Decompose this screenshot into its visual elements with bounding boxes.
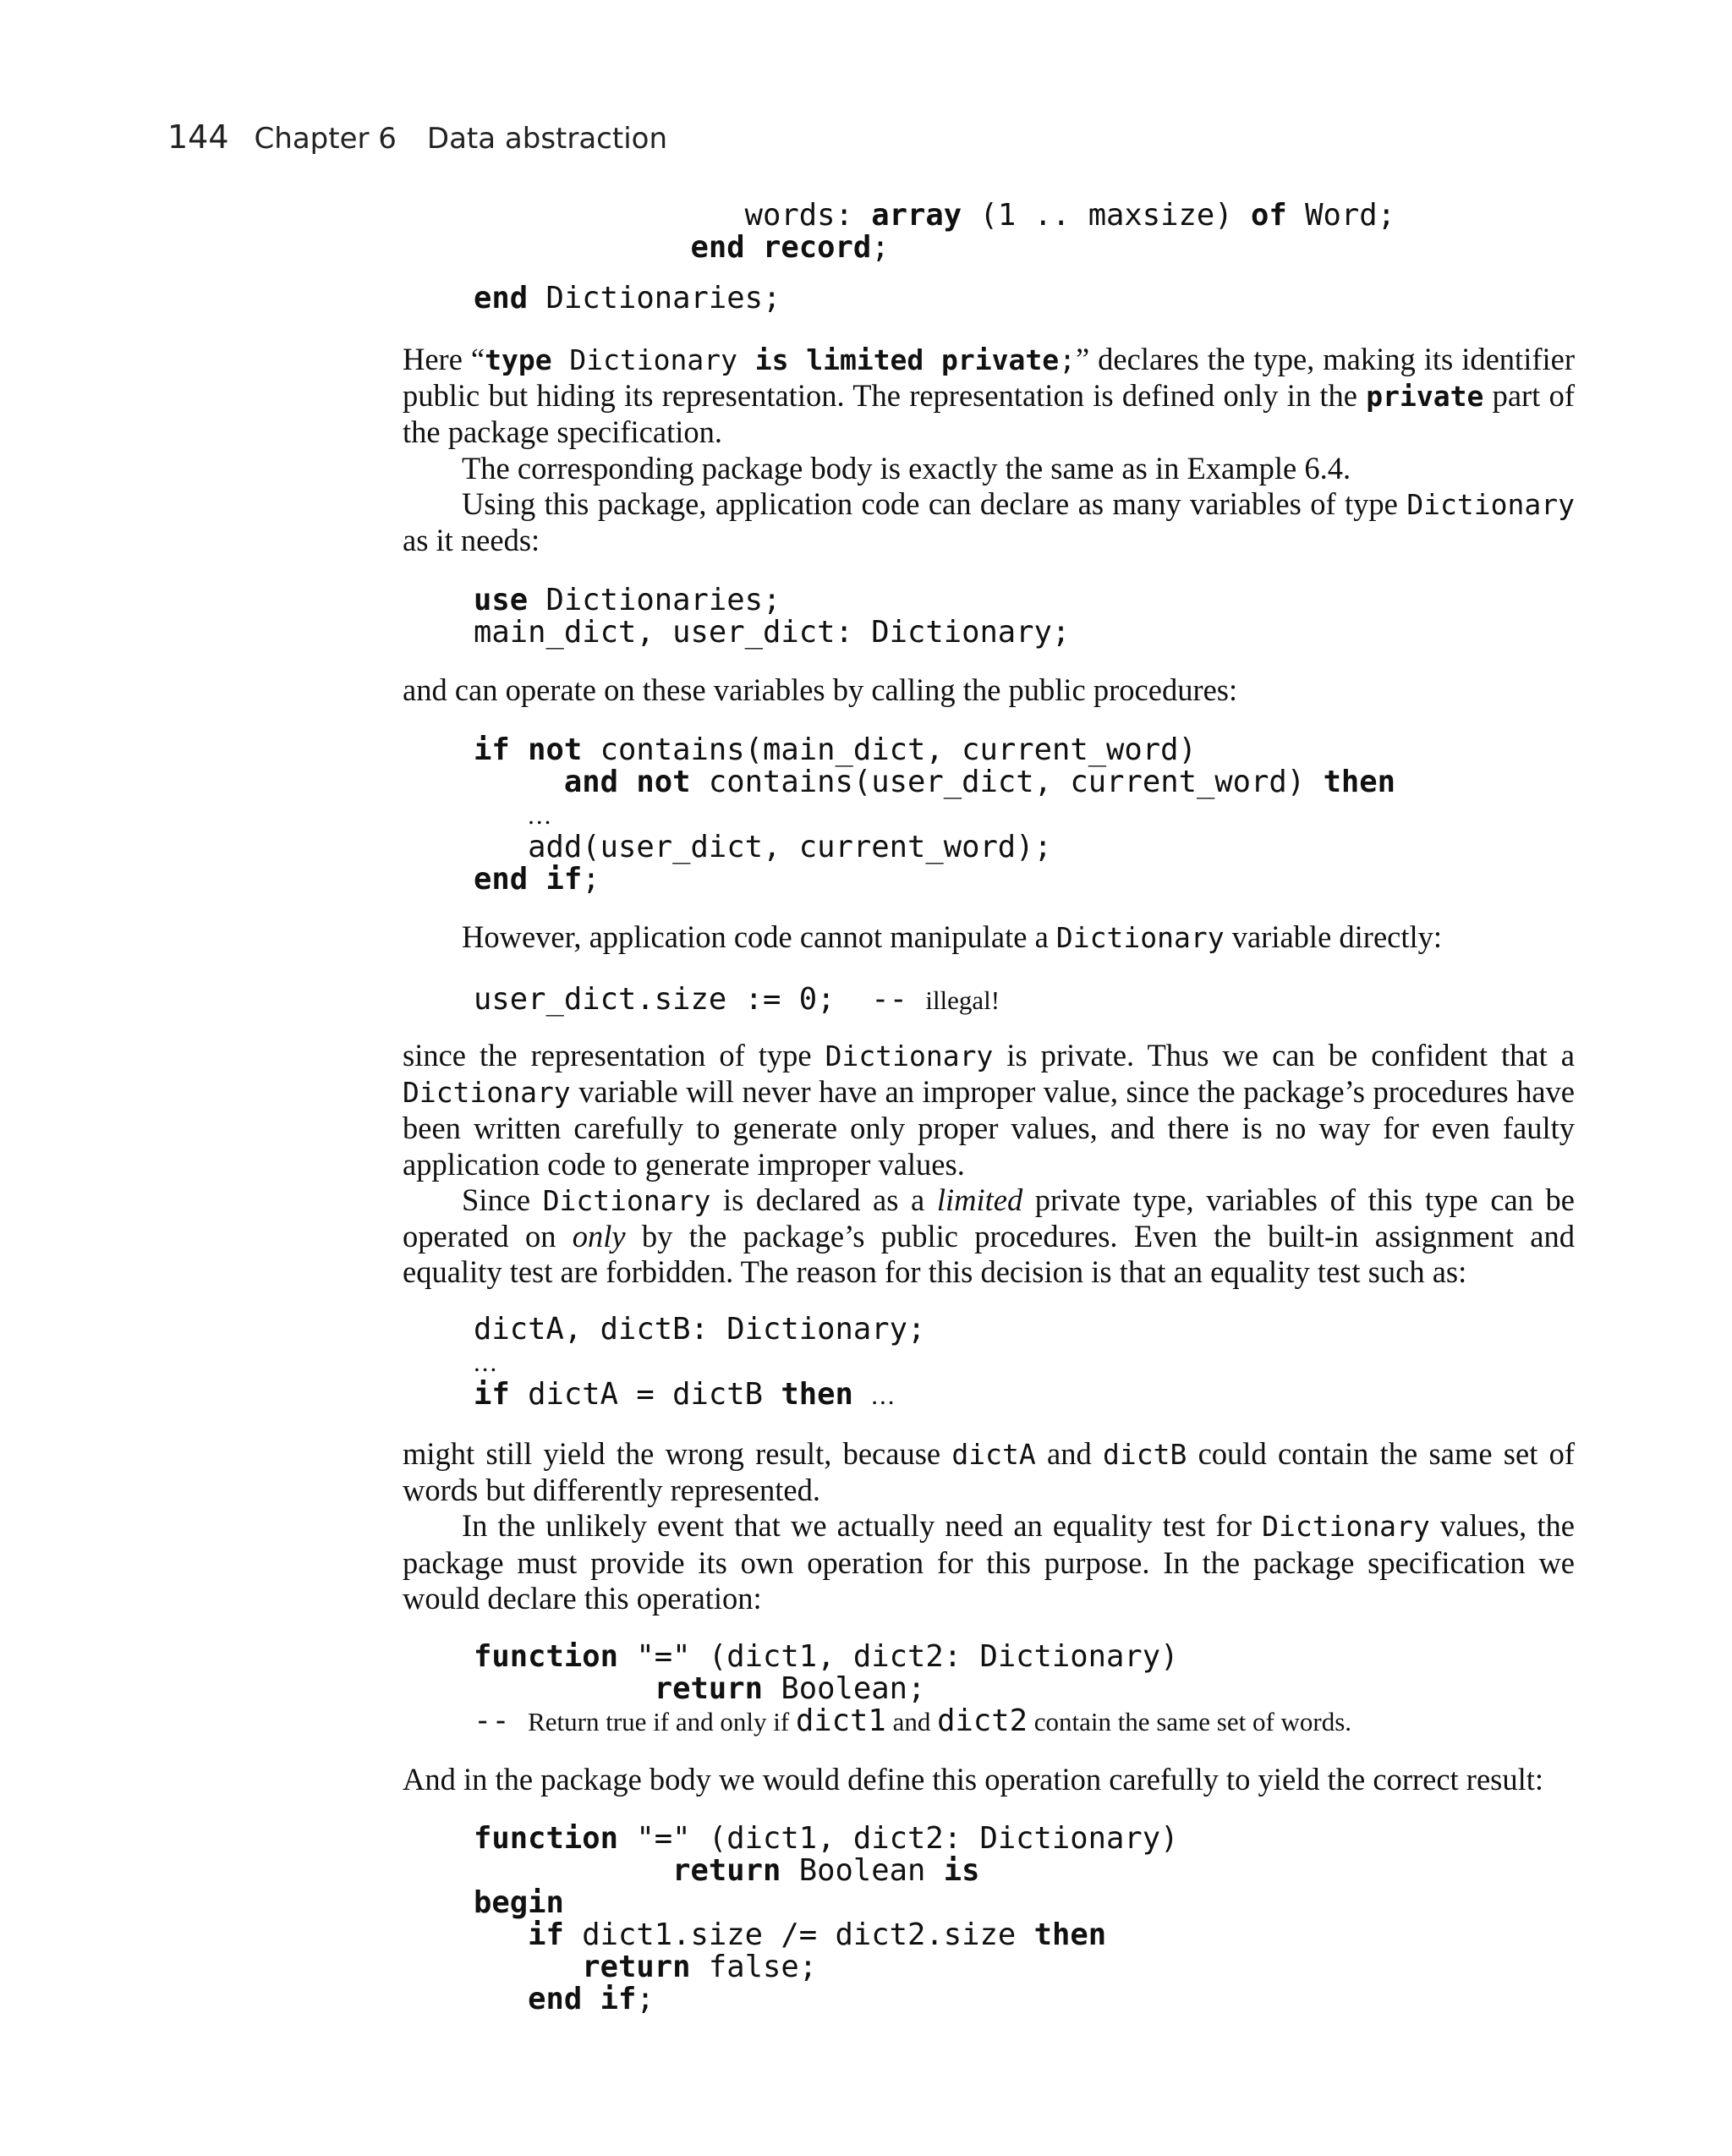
code-text: -- [474,1703,529,1738]
code-block [474,734,1395,896]
code-text: Dictionaries; [528,583,781,617]
code-block [474,584,1070,649]
inline-code: Dictionary [825,1040,994,1073]
code-keyword: return [672,1853,781,1888]
code-text: dict2 [937,1703,1028,1738]
code-text: Word; [1286,198,1396,233]
code-text: ... [871,1380,896,1410]
code-text: "=" (dict1, dict2: Dictionary) [617,1821,1179,1856]
inline-code: Dictionary [551,343,755,376]
body-text: since the representation of type [403,1038,825,1073]
paragraph-line [403,342,1575,451]
inline-code: Dictionary [1262,1510,1430,1544]
inline-code: type [485,343,552,376]
code-line [474,798,1395,831]
code-keyword: and not [563,765,691,799]
paragraph [403,342,1575,558]
code-line [474,1705,1351,1738]
body-text: as it needs: [403,523,540,558]
code-keyword: use [474,583,529,617]
code-line [474,766,1395,798]
code-keyword: if not [474,732,583,767]
inline-code: is limited private [754,343,1060,376]
code-line [474,1823,1179,1855]
code-keyword: function [474,1821,618,1856]
code-text: ; [636,1982,655,2016]
code-line [474,283,1395,315]
code-line [474,1951,1179,1983]
code-text: ... [474,1347,499,1377]
code-text [474,1853,672,1888]
body-text: is private. Thus we can be confident that a [993,1038,1575,1073]
code-text [474,1917,528,1952]
code-comment: Return true if and only if [528,1707,796,1736]
paragraph-line [403,1762,1575,1797]
code-text: (1 .. maxsize) [962,198,1252,233]
body-text: by the package’s public procedures. Even the built-in assignment and equality test are forbidden. The reason for this decision is that an equality test such as: [403,1219,1575,1290]
paragraph-line [403,486,1575,558]
inline-code: dictA [951,1438,1036,1471]
body-text: Here “ [403,342,485,376]
code-line [474,232,1395,264]
code-comment: illegal! [925,985,1000,1015]
emphasis-text: limited [936,1182,1023,1217]
code-keyword: end if [528,1982,637,2016]
paragraph [403,1436,1575,1616]
body-text: and can operate on these variables by calling the public procedures: [403,672,1238,707]
running-header [167,118,667,161]
paragraph-line [403,1182,1575,1291]
code-text: words: [474,198,872,233]
code-text: dictA = dictB [509,1377,781,1412]
body-text: And in the package body we would define this operation carefully to yield the correct result: [403,1762,1544,1797]
code-text: user_dict.size := 0; -- [474,982,926,1017]
code-text [474,1982,528,2016]
code-comment: contain the same set of words. [1027,1707,1352,1736]
code-keyword: end [474,281,529,315]
paragraph-line [403,1508,1575,1616]
code-text [853,1377,871,1412]
body-text: variable directly: [1224,919,1443,954]
inline-code: private [1366,380,1484,414]
code-text: contains(main_dict, current_word) [582,732,1197,767]
inline-code: dictB [1102,1438,1187,1471]
code-text: dictA, dictB: Dictionary; [474,1312,926,1347]
body-text: variable will never have an improper value, since the package’s procedures have been written carefully to generate only proper values, and there is no way for even faulty application code to generate improper values. [403,1074,1575,1182]
inline-code: ; [1059,343,1076,376]
body-text: However, application code cannot manipulate a [462,919,1056,954]
body-text: private type, variables of this type can be operated on [403,1182,1575,1254]
code-line [474,617,1070,649]
code-keyword: then [1323,765,1396,799]
code-text: Boolean; [762,1671,926,1706]
paragraph-line [403,1038,1575,1182]
chapter-title: Data abstraction [426,122,667,156]
body-text: ” declares the type, making its identifier public but hiding its representation. The representation is defined only in the [403,342,1575,414]
page-number: 144 [167,118,229,156]
code-block [474,1641,1351,1738]
code-block [474,1823,1179,2016]
code-text: dict1 [795,1703,886,1738]
body-text: Since [462,1182,543,1217]
body-text: and [1035,1436,1103,1471]
code-line [474,1919,1179,1951]
code-text: Dictionaries; [528,281,781,315]
code-line [474,1314,925,1346]
code-line [474,264,1395,283]
code-line [474,1983,1179,2016]
code-keyword: if [474,1377,510,1412]
inline-code: Dictionary [403,1076,571,1110]
body-text: might still yield the wrong result, because [403,1436,952,1471]
code-text: dict1.size /= dict2.size [563,1917,1034,1952]
code-text: "=" (dict1, dict2: Dictionary) [617,1639,1179,1674]
paragraph-line [403,1436,1575,1508]
code-line [474,200,1395,232]
code-keyword: of [1251,198,1287,233]
code-line [474,1379,925,1412]
code-text [474,1671,655,1706]
code-text: ... [528,800,553,830]
code-block [474,984,1000,1017]
code-keyword: then [781,1377,853,1412]
paragraph [403,1762,1575,1797]
code-line [474,584,1070,617]
body-text: The corresponding package body is exactly the same as in Example 6.4. [462,450,1351,486]
code-keyword: array [871,198,962,233]
code-line [474,864,1395,896]
body-text: part of the package specification. [403,378,1576,450]
code-text [474,797,528,831]
code-text: ; [582,862,600,897]
code-keyword: then [1033,1917,1107,1952]
body-text: values, the package must provide its own operation for this purpose. In the package specification we would declare this operation: [403,1508,1576,1616]
code-text: main_dict, user_dict: Dictionary; [474,615,1071,650]
code-keyword: function [474,1639,618,1674]
paragraph [403,919,1575,956]
code-text: contains(user_dict, current_word) [690,765,1324,799]
code-keyword: begin [474,1885,564,1920]
paragraph [403,1038,1575,1290]
code-keyword: end if [474,862,583,897]
inline-code: Dictionary [1055,921,1225,954]
code-keyword: return [582,1950,691,1984]
code-line [474,1887,1179,1919]
body-text: is declared as a [710,1182,937,1217]
code-text [474,230,690,265]
code-line [474,1855,1179,1887]
emphasis-text: only [572,1219,626,1254]
body-text: In the unlikely event that we actually need an equality test for [462,1508,1263,1544]
body-text: could contain the same set of words but differently represented. [403,1436,1576,1508]
code-line [474,1641,1351,1673]
code-keyword: is [943,1853,980,1888]
paragraph-line [403,672,1575,708]
code-text [474,765,564,799]
inline-code: Dictionary [542,1183,711,1217]
paragraph-line [403,451,1575,486]
paragraph [403,672,1575,708]
code-text: Boolean [781,1853,944,1888]
code-line [474,1346,925,1379]
code-line [474,984,1000,1017]
code-line [474,1673,1351,1705]
chapter-label: Chapter 6 [254,122,397,156]
inline-code: Dictionary [1406,487,1575,521]
code-text: false; [690,1950,818,1984]
code-text [474,1950,582,1984]
code-line [474,831,1395,864]
code-text: add(user_dict, current_word); [474,830,1052,864]
code-line [474,734,1395,766]
code-comment: and [885,1707,938,1736]
body-text: Using this package, application code can declare as many variables of type [462,486,1407,521]
paragraph-line [403,919,1575,956]
code-keyword: end record [690,230,872,265]
code-keyword: if [528,1917,564,1952]
code-block [474,1314,925,1412]
code-keyword: return [654,1671,763,1706]
code-block [474,200,1395,315]
code-text: ; [871,230,890,265]
